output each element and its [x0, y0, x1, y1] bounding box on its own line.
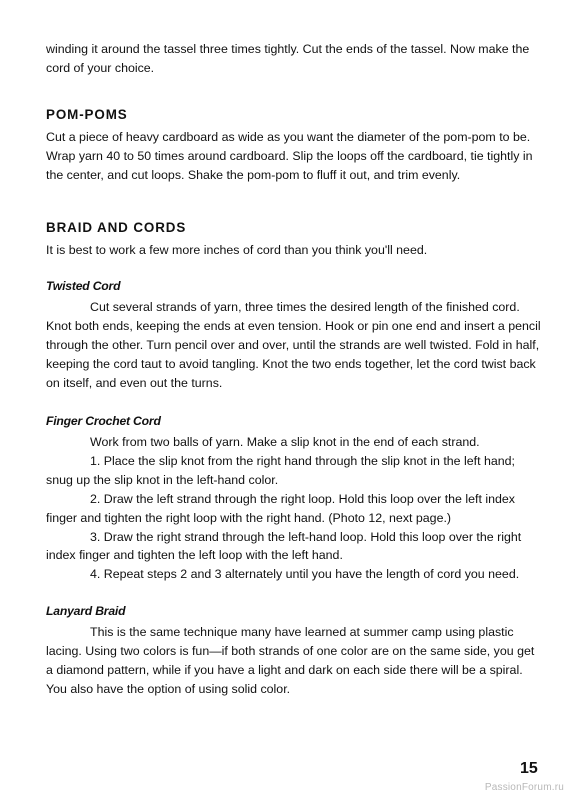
braid-cords-paragraph: It is best to work a few more inches of cord than you think you'll need. [46, 242, 428, 257]
intro-paragraph: winding it around the tassel three times tightly. Cut the ends of the tassel. Now make the cord of your choice. [46, 42, 530, 75]
finger-crochet-step-1: 1. Place the slip knot from the right hand through the slip knot in the left hand; snug up the slip knot in the left-hand color. [46, 453, 515, 487]
pom-poms-heading: POM-POMS [46, 106, 128, 122]
braid-cords-heading: BRAID AND CORDS [46, 219, 187, 235]
watermark: PassionForum.ru [484, 782, 564, 793]
lanyard-braid-heading: Lanyard Braid [46, 604, 126, 619]
twisted-cord-heading: Twisted Cord [46, 279, 121, 294]
finger-crochet-step-2: 2. Draw the left strand through the right loop. Hold this loop over the left index finger and tighten the right loop with the right hand. (Photo 12, next page.) [46, 491, 515, 525]
finger-crochet-heading: Finger Crochet Cord [46, 413, 161, 428]
pom-poms-paragraph: Cut a piece of heavy cardboard as wide as you want the diameter of the pom-pom to be. Wrap yarn 40 to 50 times around cardboard. Slip the loops off the cardboard, tie tightly in the center, and cut loops. Shake the pom-pom to fluff it out, and trim evenly. [46, 129, 533, 182]
twisted-cord-paragraph: Cut several strands of yarn, three times the desired length of the finished cord. Knot both ends, keeping the ends at even tension. Hook or pin one end and insert a pencil through the other. Turn pencil over and over, until the strands are well twisted. Fold in half, keeping the cord taut to avoid tangling. Knot the two ends together, let the cord twist back on itself, and even out the turns. [46, 300, 541, 391]
finger-crochet-step-3: 3. Draw the right strand through the left-hand loop. Hold this loop over the right index finger and tighten the left loop with the left hand. [46, 529, 522, 563]
finger-crochet-intro: Work from two balls of yarn. Make a slip knot in the end of each strand. [90, 434, 480, 449]
page-body [46, 40, 542, 699]
page-number: 15 [520, 760, 538, 777]
lanyard-braid-paragraph: This is the same technique many have learned at summer camp using plastic lacing. Using two colors is fun—if both strands of one color are on the same side, you get a diamond pattern, while if you have a light and dark on each side there will be a spiral. You also have the option of using solid color. [46, 625, 535, 696]
finger-crochet-step-4: 4. Repeat steps 2 and 3 alternately until you have the length of cord you need. [90, 567, 520, 582]
